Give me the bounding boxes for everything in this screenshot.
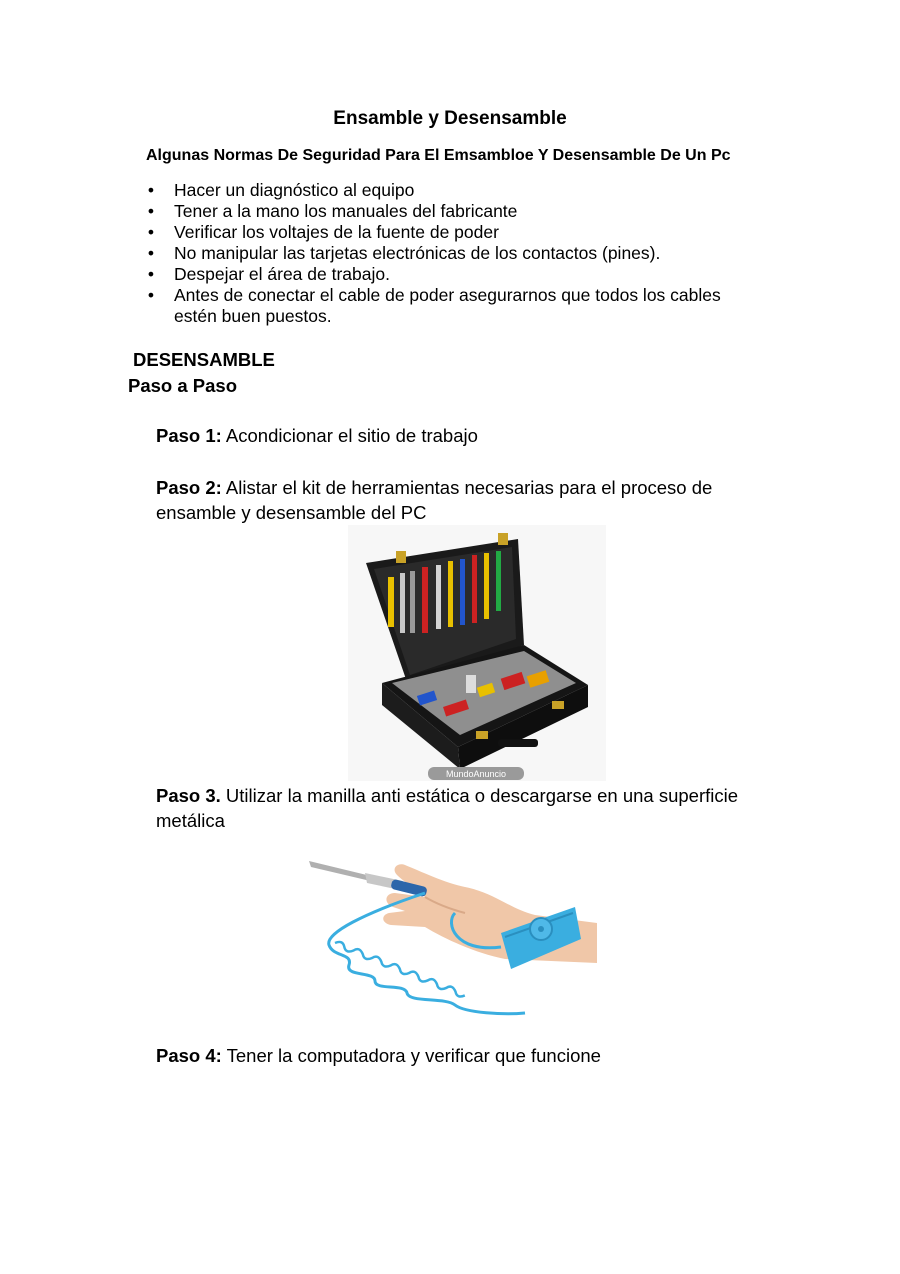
document-title: Ensamble y Desensamble bbox=[333, 108, 567, 129]
list-item: • Antes de conectar el cable de poder asegurarnos que todos los cables estén buen puestos. bbox=[147, 285, 721, 326]
step-1 bbox=[156, 423, 776, 448]
step-label: Paso 2: bbox=[156, 477, 222, 498]
wrist-strap-image bbox=[305, 853, 597, 1023]
step-text: Acondicionar el sitio de trabajo bbox=[221, 425, 478, 446]
step-3 bbox=[156, 783, 776, 833]
step-4 bbox=[156, 1043, 776, 1068]
list-item: • No manipular las tarjetas electrónicas de los contactos (pines). bbox=[147, 243, 661, 263]
list-item: • Hacer un diagnóstico al equipo bbox=[147, 180, 415, 200]
antistatic-wrist-strap-icon bbox=[305, 853, 597, 1023]
list-item: • Despejar el área de trabajo. bbox=[147, 264, 390, 284]
list-item: • Verificar los voltajes de la fuente de poder bbox=[147, 222, 499, 242]
section-title: DESENSAMBLE bbox=[133, 349, 275, 370]
toolkit-briefcase-icon bbox=[348, 525, 606, 781]
toolkit-image bbox=[348, 525, 606, 781]
step-label: Paso 1: bbox=[156, 425, 222, 446]
section-subtitle: Paso a Paso bbox=[128, 375, 238, 396]
step-label: Paso 4: bbox=[156, 1045, 222, 1066]
step-text: Alistar el kit de herramientas necesarias para el proceso de ensamble y desensamble del PC bbox=[156, 477, 713, 523]
step-2 bbox=[156, 475, 776, 525]
safety-rules-list bbox=[146, 180, 766, 327]
document-subtitle: Algunas Normas De Seguridad Para El Emsambloe Y Desensamble De Un Pc bbox=[146, 147, 731, 164]
step-text: Utilizar la manilla anti estática o descargarse en una superficie metálica bbox=[156, 785, 739, 831]
step-label: Paso 3. bbox=[156, 785, 221, 806]
list-item: • Tener a la mano los manuales del fabricante bbox=[147, 201, 518, 221]
toolkit-watermark: MundoAnuncio bbox=[445, 769, 507, 779]
step-text: Tener la computadora y verificar que funcione bbox=[221, 1045, 601, 1066]
